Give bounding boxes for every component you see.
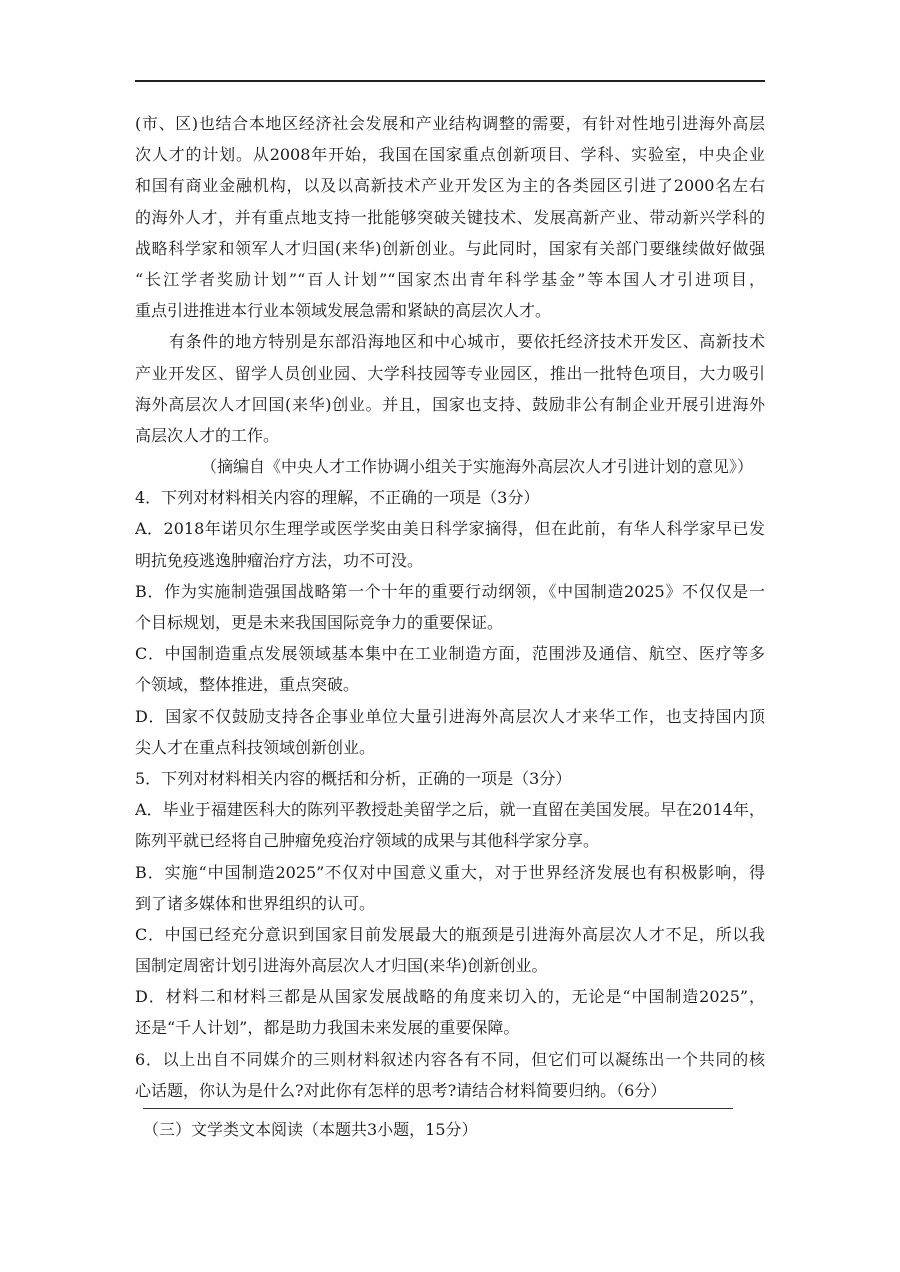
text-line: 产业开发区、留学人员创业园、大学科技园等专业园区，推出一批特色项目，大力吸引 xyxy=(135,363,765,383)
text-line: 重点引进推进本行业本领域发展急需和紧缺的高层次人才。 xyxy=(135,301,552,321)
text-line: 的海外人才，并有重点地支持一批能够突破关键技术、发展高新产业、带动新兴学科的 xyxy=(135,207,765,227)
section-title: （三）文学类文本阅读（本题共3小题，15分） xyxy=(143,1120,478,1139)
text-line: 海外高层次人才回国(来华)创业。并且，国家也支持、鼓励非公有制企业开展引进海外 xyxy=(135,394,765,414)
question-stem: 4．下列对材料相关内容的理解，不正确的一项是（3分） xyxy=(135,488,540,508)
option-b: B．实施“中国制造2025”不仅对中国意义重大，对于世界经济发展也有积极影响，得 xyxy=(135,862,765,882)
question-stem-cont: 心话题，你认为是什么?对此你有怎样的思考?请结合材料简要归纳。（6分） xyxy=(135,1080,667,1100)
option-c: C．中国已经充分意识到国家目前发展最大的瓶颈是引进海外高层次人才不足，所以我 xyxy=(135,924,765,944)
question-stem: 6．以上出自不同媒介的三则材料叙述内容各有不同，但它们可以凝练出一个共同的核 xyxy=(135,1049,765,1069)
question-stem: 5．下列对材料相关内容的概括和分析，正确的一项是（3分） xyxy=(135,768,572,788)
option-c-cont: 个领域，整体推进，重点突破。 xyxy=(135,675,360,695)
option-d: D．材料二和材料三都是从国家发展战略的角度来切入的，无论是“中国制造2025”， xyxy=(135,987,765,1007)
text-line: 有条件的地方特别是东部沿海地区和中心城市，要依托经济技术开发区、高新技术 xyxy=(169,332,765,352)
text-line: 高层次人才的工作。 xyxy=(135,425,280,445)
option-a: A．毕业于福建医科大的陈列平教授赴美留学之后，就一直留在美国发展。早在2014年， xyxy=(135,800,765,820)
question-4 xyxy=(135,482,765,763)
text-line: “长江学者奖励计划”“百人计划”“国家杰出青年科学基金”等本国人才引进项目， xyxy=(135,269,765,289)
section-divider xyxy=(143,1108,733,1109)
text-line: 和国有商业金融机构，以及以高新技术产业开发区为主的各类园区引进了2000名左右 xyxy=(135,176,765,196)
text-line: 次人才的计划。从2008年开始，我国在国家重点创新项目、学科、实验室，中央企业 xyxy=(135,145,765,165)
option-a-cont: 陈列平就已经将自己肿瘤免疫治疗领域的成果与其他科学家分享。 xyxy=(135,831,600,851)
option-a: A．2018年诺贝尔生理学或医学奖由美日科学家摘得，但在此前，有华人科学家早已发 xyxy=(135,519,765,539)
option-c: C．中国制造重点发展领域基本集中在工业制造方面，范围涉及通信、航空、医疗等多 xyxy=(135,644,765,664)
option-a-cont: 明抗免疫逃逸肿瘤治疗方法，功不可没。 xyxy=(135,550,424,570)
option-b-cont: 到了诸多媒体和世界组织的认可。 xyxy=(135,893,376,913)
material3-paragraph-2 xyxy=(135,326,765,451)
option-b-cont: 个目标规划，更是未来我国国际竞争力的重要保证。 xyxy=(135,613,504,632)
page-body xyxy=(135,108,765,1106)
option-b: B．作为实施制造强国战略第一个十年的重要行动纲领，《中国制造2025》不仅仅是一 xyxy=(135,581,765,601)
option-c-cont: 国制定周密计划引进海外高层次人才归国(来华)创新创业。 xyxy=(135,956,548,976)
question-5 xyxy=(135,763,765,1044)
option-d-cont: 还是“千人计划”，都是助力我国未来发展的重要保障。 xyxy=(135,1018,520,1038)
option-d-cont: 尖人才在重点科技领域创新创业。 xyxy=(135,737,376,757)
option-d: D．国家不仅鼓励支持各企事业单位大量引进海外高层次人才来华工作，也支持国内顶 xyxy=(135,706,765,726)
text-line: 战略科学家和领军人才归国(来华)创新创业。与此同时，国家有关部门要继续做好做强 xyxy=(135,238,765,258)
source-citation: （摘编自《中央人才工作协调小组关于实施海外高层次人才引进计划的意见》） xyxy=(201,457,754,477)
question-6 xyxy=(135,1044,765,1106)
top-rule xyxy=(135,80,765,82)
material3-paragraph-1 xyxy=(135,108,765,326)
text-line: (市、区)也结合本地区经济社会发展和产业结构调整的需要，有针对性地引进海外高层 xyxy=(135,114,765,133)
